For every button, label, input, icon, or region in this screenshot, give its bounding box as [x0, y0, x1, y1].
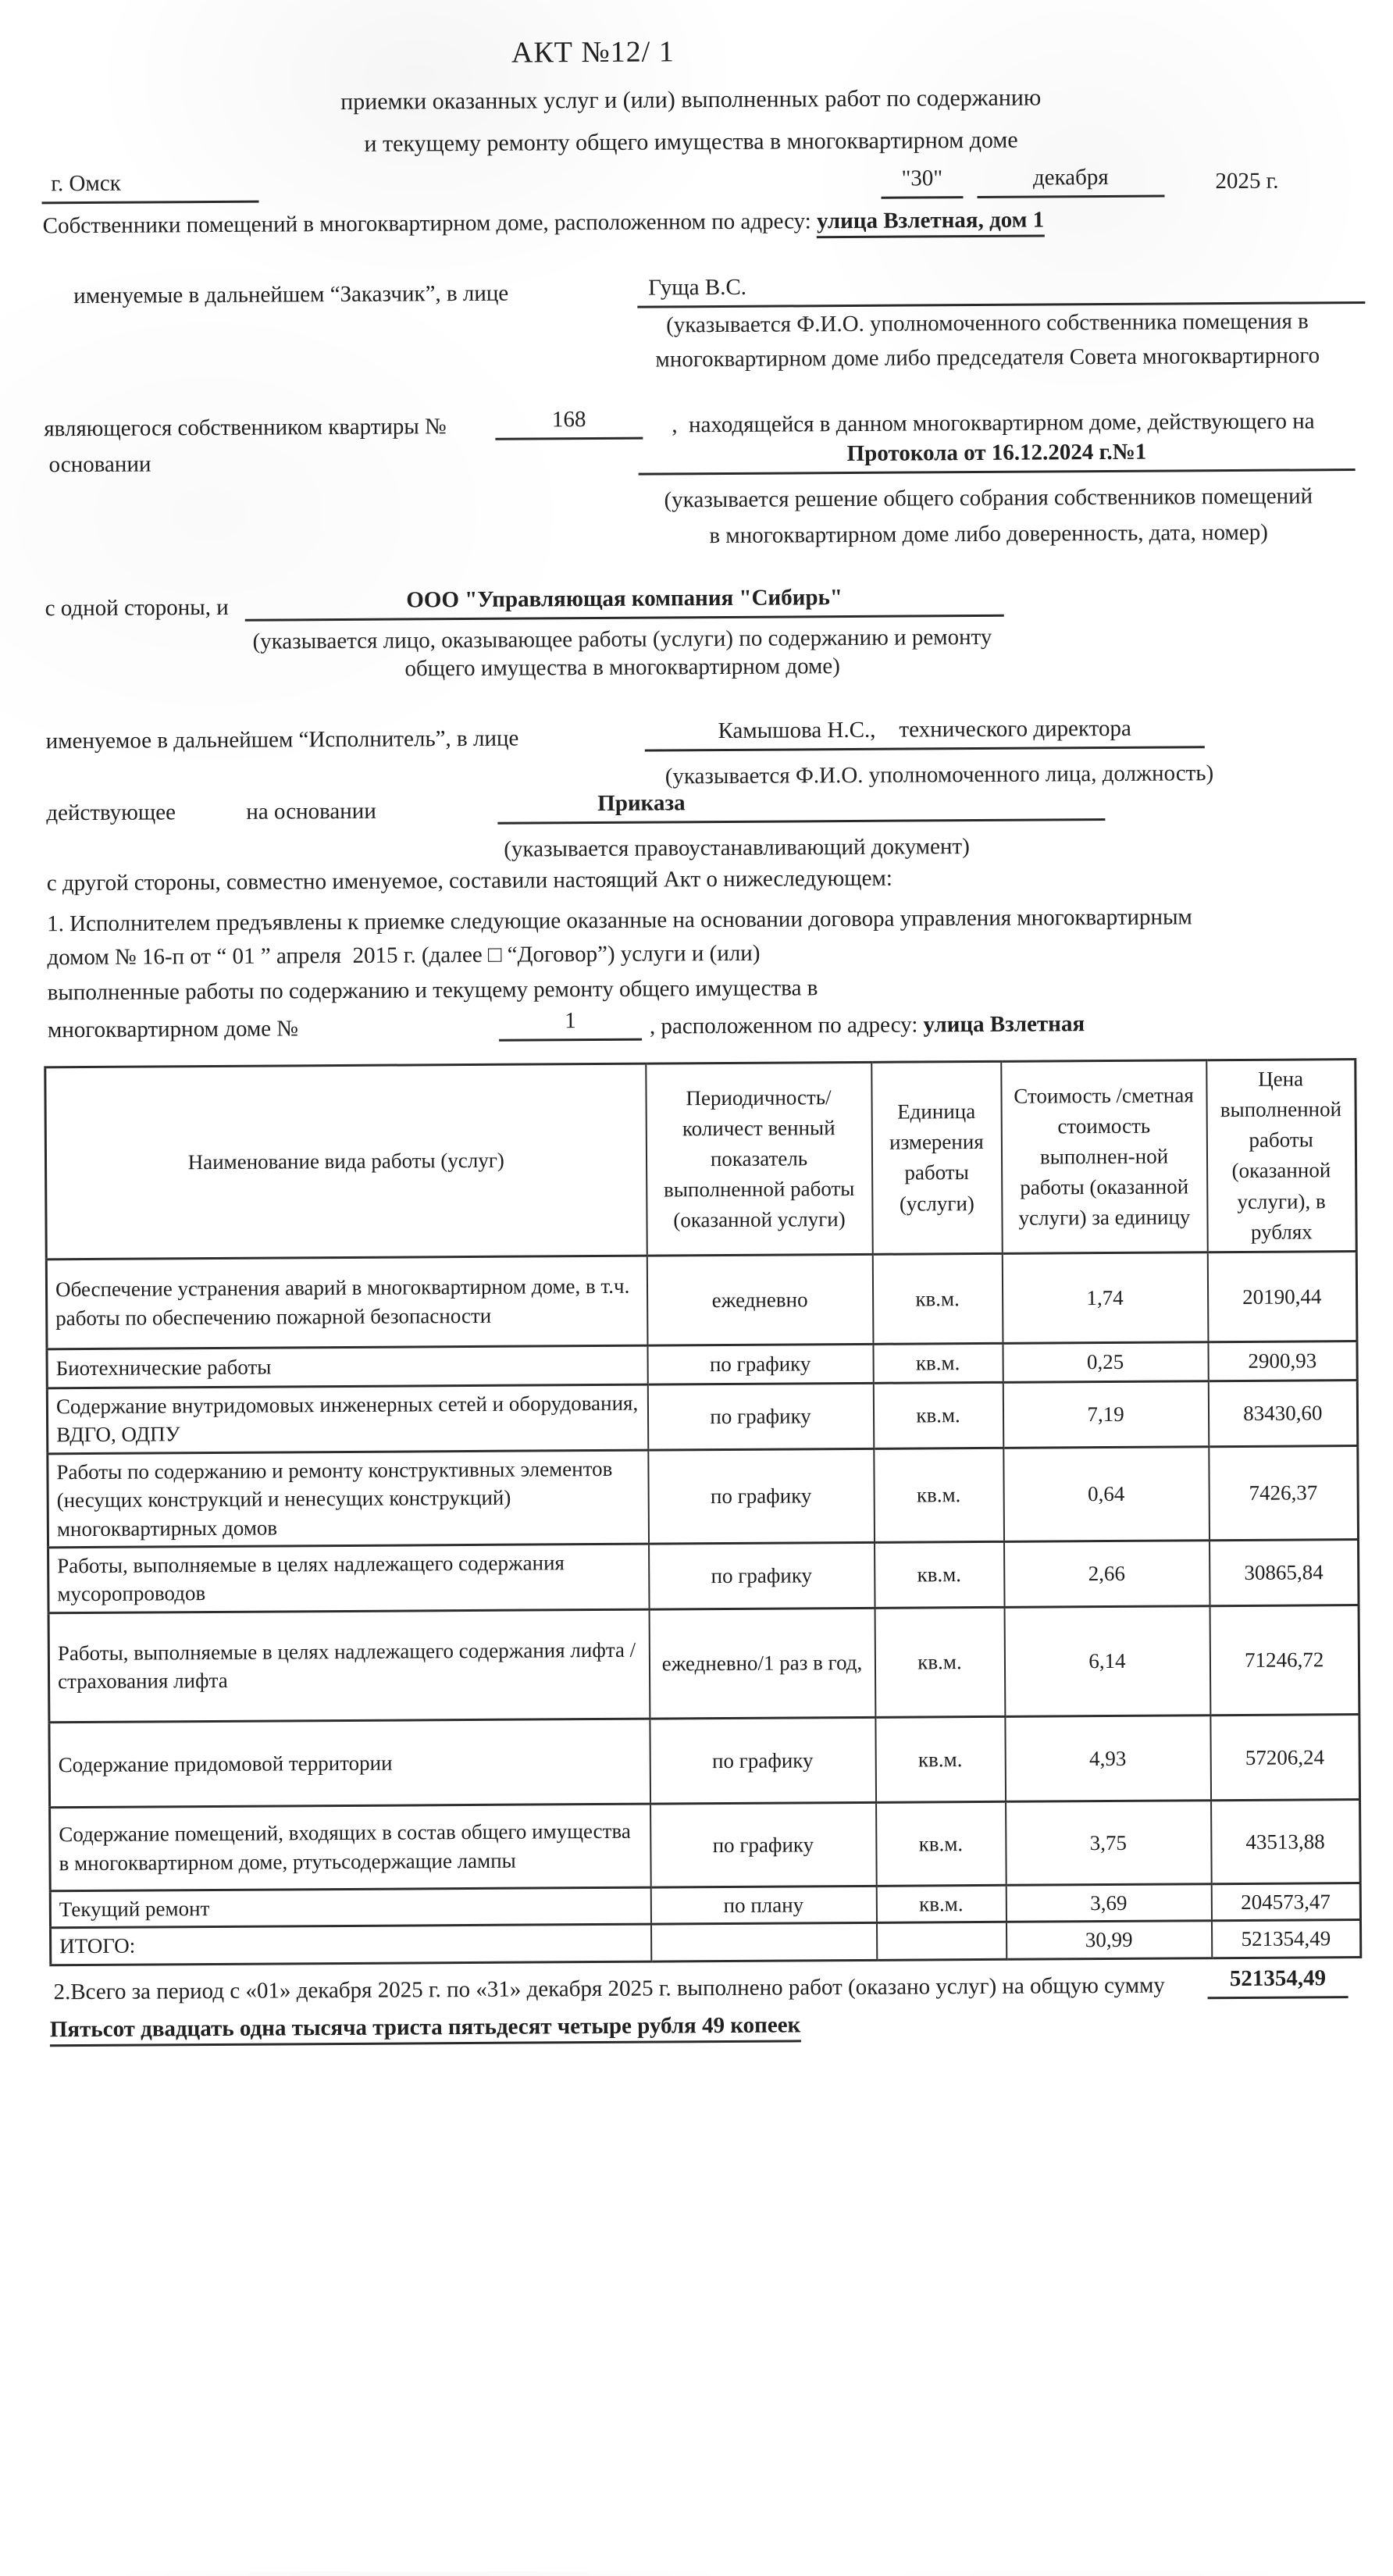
summary-line: 2.Всего за период с «01» декабря 2025 г. по «31» декабря 2025 г. выполнено работ (оказано услуг) на общую сумму: [53, 1972, 1165, 2005]
work-period: по графику: [647, 1383, 874, 1450]
contractor-position: технического директора: [899, 715, 1131, 743]
document-title: АКТ №12/ 1: [511, 35, 675, 69]
work-period: по плану: [650, 1886, 876, 1924]
total-row: [51, 1920, 1361, 1965]
customer-note-2: многоквартирном доме либо председателя Совета многоквартирного: [655, 343, 1320, 372]
table-row: [48, 1605, 1359, 1722]
year-value: 2025 г.: [1215, 168, 1279, 194]
customer-name: Гуща В.С.: [648, 274, 747, 301]
company-note-1: (указывается лицо, оказывающее работы (услуги) по содержанию и ремонту: [252, 624, 992, 654]
col-header-work-name: Наименование вида работы (услуг): [45, 1064, 647, 1259]
work-unit: кв.м.: [875, 1541, 1005, 1608]
work-name: Работы, выполняемые в целях надлежащего содержания мусоропроводов: [48, 1544, 649, 1613]
total-price: 521354,49: [1211, 1920, 1360, 1958]
work-name: Содержание помещений, входящих в состав общего имущества в многоквартирном доме, ртутьсодержащие лампы: [50, 1804, 651, 1891]
acting-word-2: на основании: [246, 798, 376, 825]
col-header-unit: Единица измерения работы (услуги): [871, 1061, 1002, 1254]
work-unit: кв.м.: [875, 1716, 1006, 1802]
work-name: Содержание придомовой территории: [49, 1719, 650, 1808]
address-intro: , расположенном по адресу:: [649, 1012, 924, 1039]
work-cost: 7,19: [1003, 1381, 1209, 1448]
amount-in-words-line: [50, 2011, 801, 2045]
work-price: 43513,88: [1211, 1799, 1361, 1883]
work-cost: 0,64: [1003, 1446, 1210, 1541]
work-period: по графику: [648, 1448, 875, 1544]
acting-note: (указывается правоустанавливающий документ): [504, 834, 970, 862]
works-table: [44, 1058, 1362, 1966]
side-two-line: с другой стороны, совместно именуемое, составили настоящий Акт о нижеследующем:: [46, 865, 892, 896]
work-cost: 1,74: [1002, 1252, 1208, 1344]
month-field: [977, 165, 1164, 198]
table-row: [47, 1380, 1357, 1453]
apartment-suffix: , находящейся в данном многоквартирном доме, действующего на: [672, 408, 1315, 438]
work-price: 7426,37: [1209, 1445, 1359, 1540]
work-price: 71246,72: [1210, 1605, 1359, 1715]
acting-value-field: [497, 788, 1105, 825]
table-row: [49, 1714, 1360, 1807]
company-note-2: общего имущества в многоквартирном доме): [404, 654, 840, 682]
work-price: 57206,24: [1210, 1714, 1360, 1800]
work-price: 83430,60: [1208, 1380, 1358, 1446]
apartment-label: являющегося собственником квартиры №: [44, 414, 447, 442]
customer-label: именуемые в дальнейшем “Заказчик”, в лице: [73, 280, 509, 309]
work-unit: кв.м.: [873, 1382, 1003, 1448]
house-number-field: [499, 1008, 642, 1042]
work-price: 204573,47: [1211, 1883, 1360, 1921]
owners-line: [43, 205, 1045, 241]
work-unit: кв.м.: [876, 1885, 1006, 1922]
clause1-line4-suffix: [650, 1010, 1085, 1042]
table-header-row: [45, 1060, 1356, 1259]
work-unit: кв.м.: [873, 1343, 1003, 1383]
clause1-line1: 1. Исполнителем предъявлены к приемке следующие оказанные на основании договора управления многоквартирным: [47, 904, 1192, 937]
street-name: улица Взлетная: [923, 1011, 1085, 1038]
amount-in-words: Пятьсот двадцать одна тысяча триста пятьдесят четыре рубля 49 копеек: [50, 2012, 801, 2047]
table-row: [48, 1540, 1359, 1613]
work-name: Обеспечение устранения аварий в многоквартирном доме, в т.ч. работы по обеспечению пожарной безопасности: [46, 1256, 647, 1349]
col-header-price: Цена выполненной работы (оказанной услуги), в рублях: [1206, 1060, 1356, 1252]
col-header-cost-per-unit: Стоимость /сметная стоимость выполнен-ной работы (оказанной услуги) за единицу: [1001, 1060, 1207, 1253]
basis-value-field: [638, 438, 1355, 476]
work-cost: 0,25: [1003, 1342, 1208, 1383]
company-name: ООО "Управляющая компания "Сибирь": [406, 585, 843, 613]
acting-word-1: действующее: [46, 800, 176, 826]
work-period: ежедневно: [647, 1254, 873, 1345]
work-period: по графику: [650, 1717, 876, 1804]
total-cost: 30,99: [1006, 1921, 1211, 1959]
work-price: 20190,44: [1207, 1251, 1357, 1341]
empty-cell: [651, 1923, 877, 1961]
table-row: [50, 1799, 1361, 1890]
work-period: по графику: [650, 1802, 877, 1887]
work-cost: 6,14: [1004, 1606, 1210, 1717]
apartment-number-field: [495, 407, 643, 440]
contractor-note: (указывается Ф.И.О. уполномоченного лица, должность): [664, 761, 1214, 789]
total-label: ИТОГО:: [51, 1924, 651, 1965]
empty-cell: [877, 1922, 1006, 1960]
work-cost: 3,75: [1006, 1801, 1212, 1886]
basis-note-1: (указывается решение общего собрания собственников помещений: [664, 483, 1313, 513]
work-cost: 2,66: [1004, 1541, 1210, 1607]
company-field: [245, 584, 1004, 622]
customer-name-field: [637, 271, 1365, 308]
acting-value: Приказа: [597, 790, 686, 816]
basis-value: Протокола от 16.12.2024 г.№1: [846, 439, 1147, 467]
summary-total-field: [1207, 1965, 1348, 1999]
work-price: 30865,84: [1210, 1540, 1359, 1606]
work-unit: кв.м.: [875, 1607, 1005, 1717]
col-header-periodicity: Периодичность/количест венный показатель выполненной работы (оказанной услуги): [646, 1062, 872, 1256]
work-period: по графику: [647, 1344, 873, 1384]
work-name: Текущий ремонт: [50, 1887, 650, 1928]
work-name: Биотехнические работы: [47, 1345, 647, 1388]
clause1-line2: домом № 16-п от “ 01 ” апреля 2015 г. (далее □ “Договор”) услуги и (или): [47, 940, 761, 971]
side-one-label: с одной стороны, и: [45, 594, 229, 622]
day-field: [881, 166, 963, 199]
work-period: ежедневно/1 раз в год,: [649, 1608, 875, 1719]
basis-label: основании: [48, 451, 151, 478]
house-number: 1: [565, 1008, 576, 1034]
document-subtitle-2: и текущему ремонту общего имущества в многоквартирном доме: [364, 126, 1018, 157]
city-field: [41, 170, 258, 205]
work-unit: кв.м.: [876, 1801, 1006, 1886]
month-value: декабря: [1032, 164, 1109, 191]
work-period: по графику: [649, 1542, 875, 1609]
work-unit: кв.м.: [872, 1253, 1003, 1344]
apartment-number: 168: [551, 407, 586, 433]
customer-note-1: (указывается Ф.И.О. уполномоченного собственника помещения в: [666, 308, 1309, 338]
clause1-line3: выполненные работы по содержанию и текущему ремонту общего имущества в: [47, 975, 818, 1006]
house-address: улица Взлетная, дом 1: [817, 207, 1044, 238]
work-unit: кв.м.: [874, 1448, 1004, 1542]
clause1-line4-prefix: многоквартирном доме №: [47, 1016, 299, 1043]
summary-total-value: 521354,49: [1229, 1965, 1327, 1992]
contractor-name-field: [645, 715, 1205, 751]
work-name: Работы, выполняемые в целях надлежащего содержания лифта / страхования лифта: [48, 1609, 650, 1723]
city-value: г. Омск: [51, 170, 121, 197]
owners-prefix: Собственники помещений в многоквартирном доме, расположенном по адресу:: [42, 208, 811, 239]
work-cost: 3,69: [1006, 1884, 1211, 1922]
day-value: "30": [901, 166, 943, 191]
table-row: [48, 1445, 1359, 1548]
document-subtitle-1: приемки оказанных услуг и (или) выполненных работ по содержанию: [340, 84, 1042, 115]
work-name: Работы по содержанию и ремонту конструктивных элементов (несущих конструкций и ненесущих конструкций) многоквартирных домов: [48, 1450, 649, 1548]
basis-note-2: в многоквартирном доме либо доверенность, дата, номер): [709, 519, 1268, 549]
table-row: [46, 1251, 1357, 1349]
work-name: Содержание внутридомовых инженерных сетей и оборудования, ВДГО, ОДПУ: [47, 1384, 647, 1454]
work-price: 2900,93: [1208, 1341, 1357, 1381]
work-cost: 4,93: [1005, 1716, 1211, 1802]
contractor-label: именуемое в дальнейшем “Исполнитель”, в лице: [45, 725, 519, 754]
contractor-name: Камышова Н.С.,: [718, 717, 876, 744]
